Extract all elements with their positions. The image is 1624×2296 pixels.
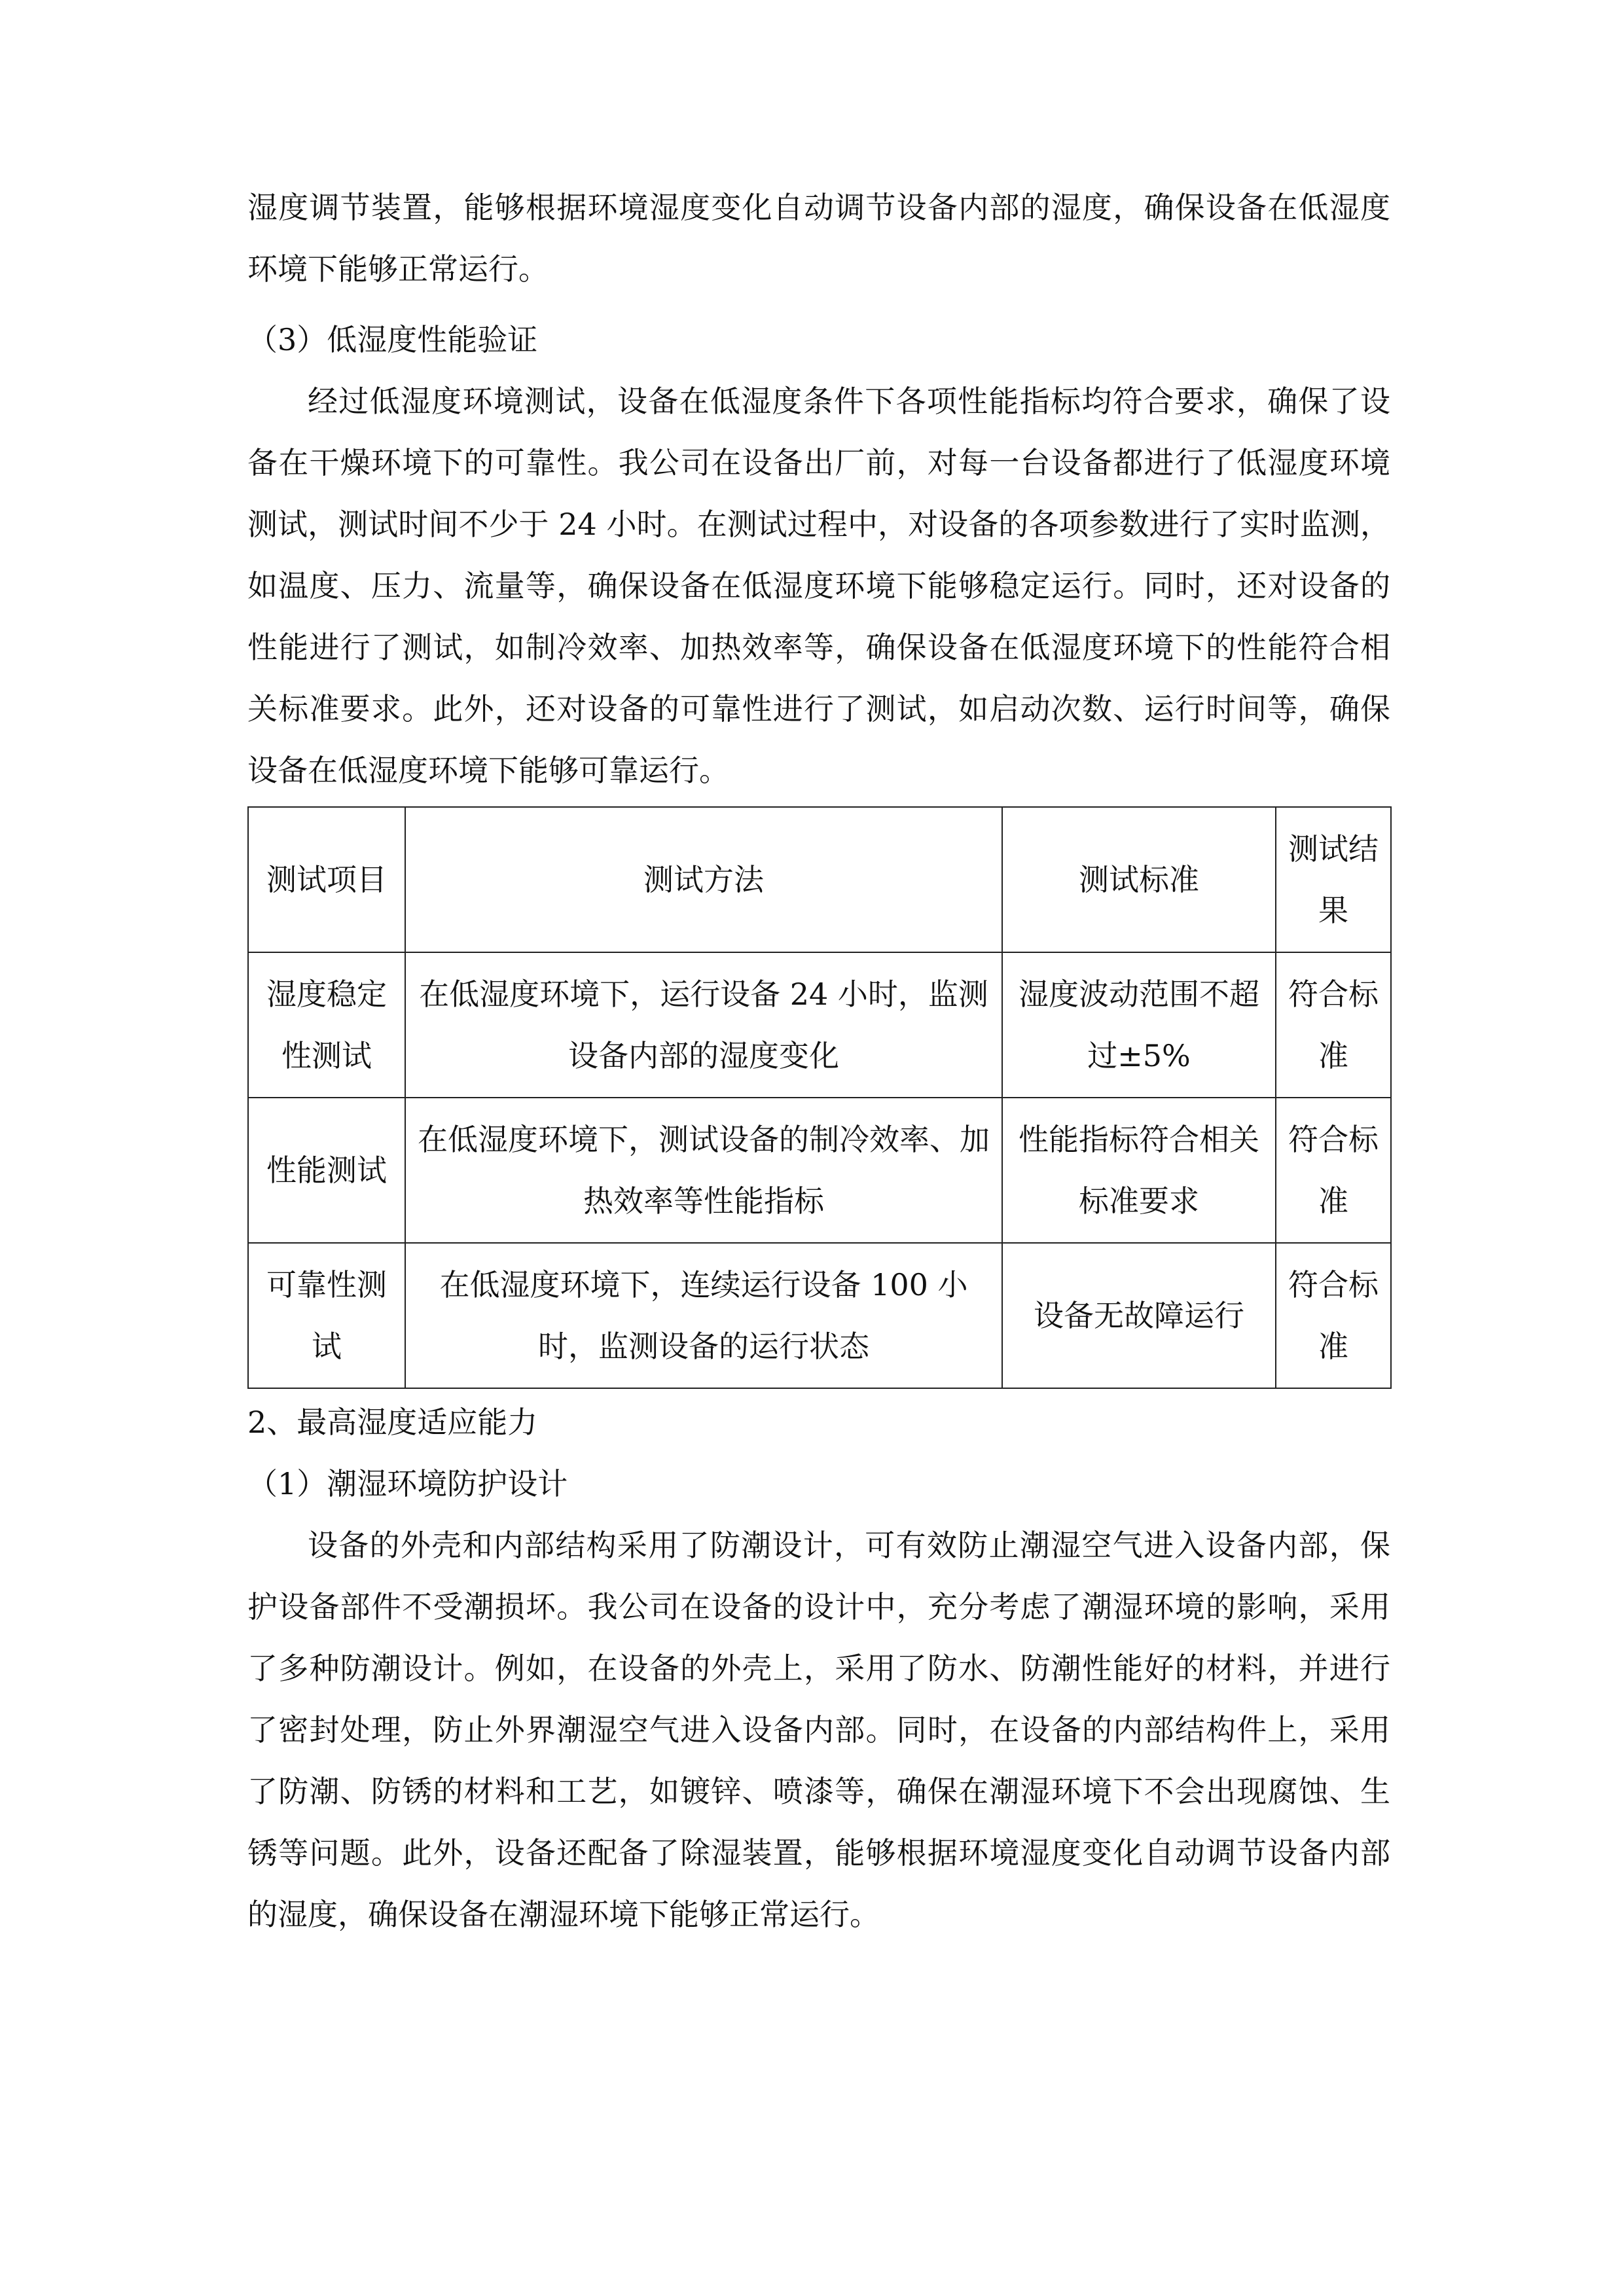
section-heading-max-humidity: 2、最高湿度适应能力 (247, 1405, 538, 1440)
header-test-result: 测试结果 (1276, 807, 1391, 952)
cell-test-standard: 性能指标符合相关标准要求 (1002, 1098, 1276, 1243)
document-page (247, 177, 1390, 1945)
test-results-table (247, 806, 1392, 1389)
cell-test-item: 湿度稳定性测试 (248, 952, 405, 1098)
table-row (248, 1243, 1391, 1388)
section-heading-low-humidity-verification: （3）低湿度性能验证 (247, 322, 538, 357)
cell-test-method: 在低湿度环境下，测试设备的制冷效率、加热效率等性能指标 (405, 1098, 1002, 1243)
cell-test-item: 可靠性测试 (248, 1243, 405, 1388)
section-heading-moisture-protection: （1）潮湿环境防护设计 (247, 1466, 568, 1501)
cell-test-result: 符合标准 (1276, 1243, 1391, 1388)
cell-test-method: 在低湿度环境下，连续运行设备 100 小时，监测设备的运行状态 (405, 1243, 1002, 1388)
cell-test-standard: 湿度波动范围不超过±5% (1002, 952, 1276, 1098)
cell-test-result: 符合标准 (1276, 952, 1391, 1098)
paragraph-moisture-protection: 设备的外壳和内部结构采用了防潮设计，可有效防止潮湿空气进入设备内部，保护设备部件不受潮损坏。我公司在设备的设计中，充分考虑了潮湿环境的影响，采用了多种防潮设计。例如，在设备的外壳上，采用了防水、防潮性能好的材料，并进行了密封处理，防止外界潮湿空气进入设备内部。同时，在设备的内部结构件上，采用了防潮、防锈的材料和工艺，如镀锌、喷漆等，确保在潮湿环境下不会出现腐蚀、生锈等问题。此外，设备还配备了除湿装置，能够根据环境湿度变化自动调节设备内部的湿度，确保设备在潮湿环境下能够正常运行。 (247, 1528, 1390, 1932)
table-header-row (248, 807, 1391, 952)
cell-test-item: 性能测试 (248, 1098, 405, 1243)
paragraph-dehumidifier-continuation: 湿度调节装置，能够根据环境湿度变化自动调节设备内部的湿度，确保设备在低湿度环境下能够正常运行。 (247, 190, 1390, 287)
table-row (248, 1098, 1391, 1243)
header-test-standard: 测试标准 (1002, 807, 1276, 952)
cell-test-method: 在低湿度环境下，运行设备 24 小时，监测设备内部的湿度变化 (405, 952, 1002, 1098)
header-test-method: 测试方法 (405, 807, 1002, 952)
cell-test-result: 符合标准 (1276, 1098, 1391, 1243)
header-test-item: 测试项目 (248, 807, 405, 952)
paragraph-low-humidity-verification: 经过低湿度环境测试，设备在低湿度条件下各项性能指标均符合要求，确保了设备在干燥环境下的可靠性。我公司在设备出厂前，对每一台设备都进行了低湿度环境测试，测试时间不少于 24 小时。在测试过程中，对设备的各项参数进行了实时监测，如温度、压力、流量等，确保设备在低湿度环境下能够稳定运行。同时，还对设备的性能进行了测试，如制冷效率、加热效率等，确保设备在低湿度环境下的性能符合相关标准要求。此外，还对设备的可靠性进行了测试，如启动次数、运行时间等，确保设备在低湿度环境下能够可靠运行。 (247, 384, 1390, 788)
table-row (248, 952, 1391, 1098)
cell-test-standard: 设备无故障运行 (1002, 1243, 1276, 1388)
